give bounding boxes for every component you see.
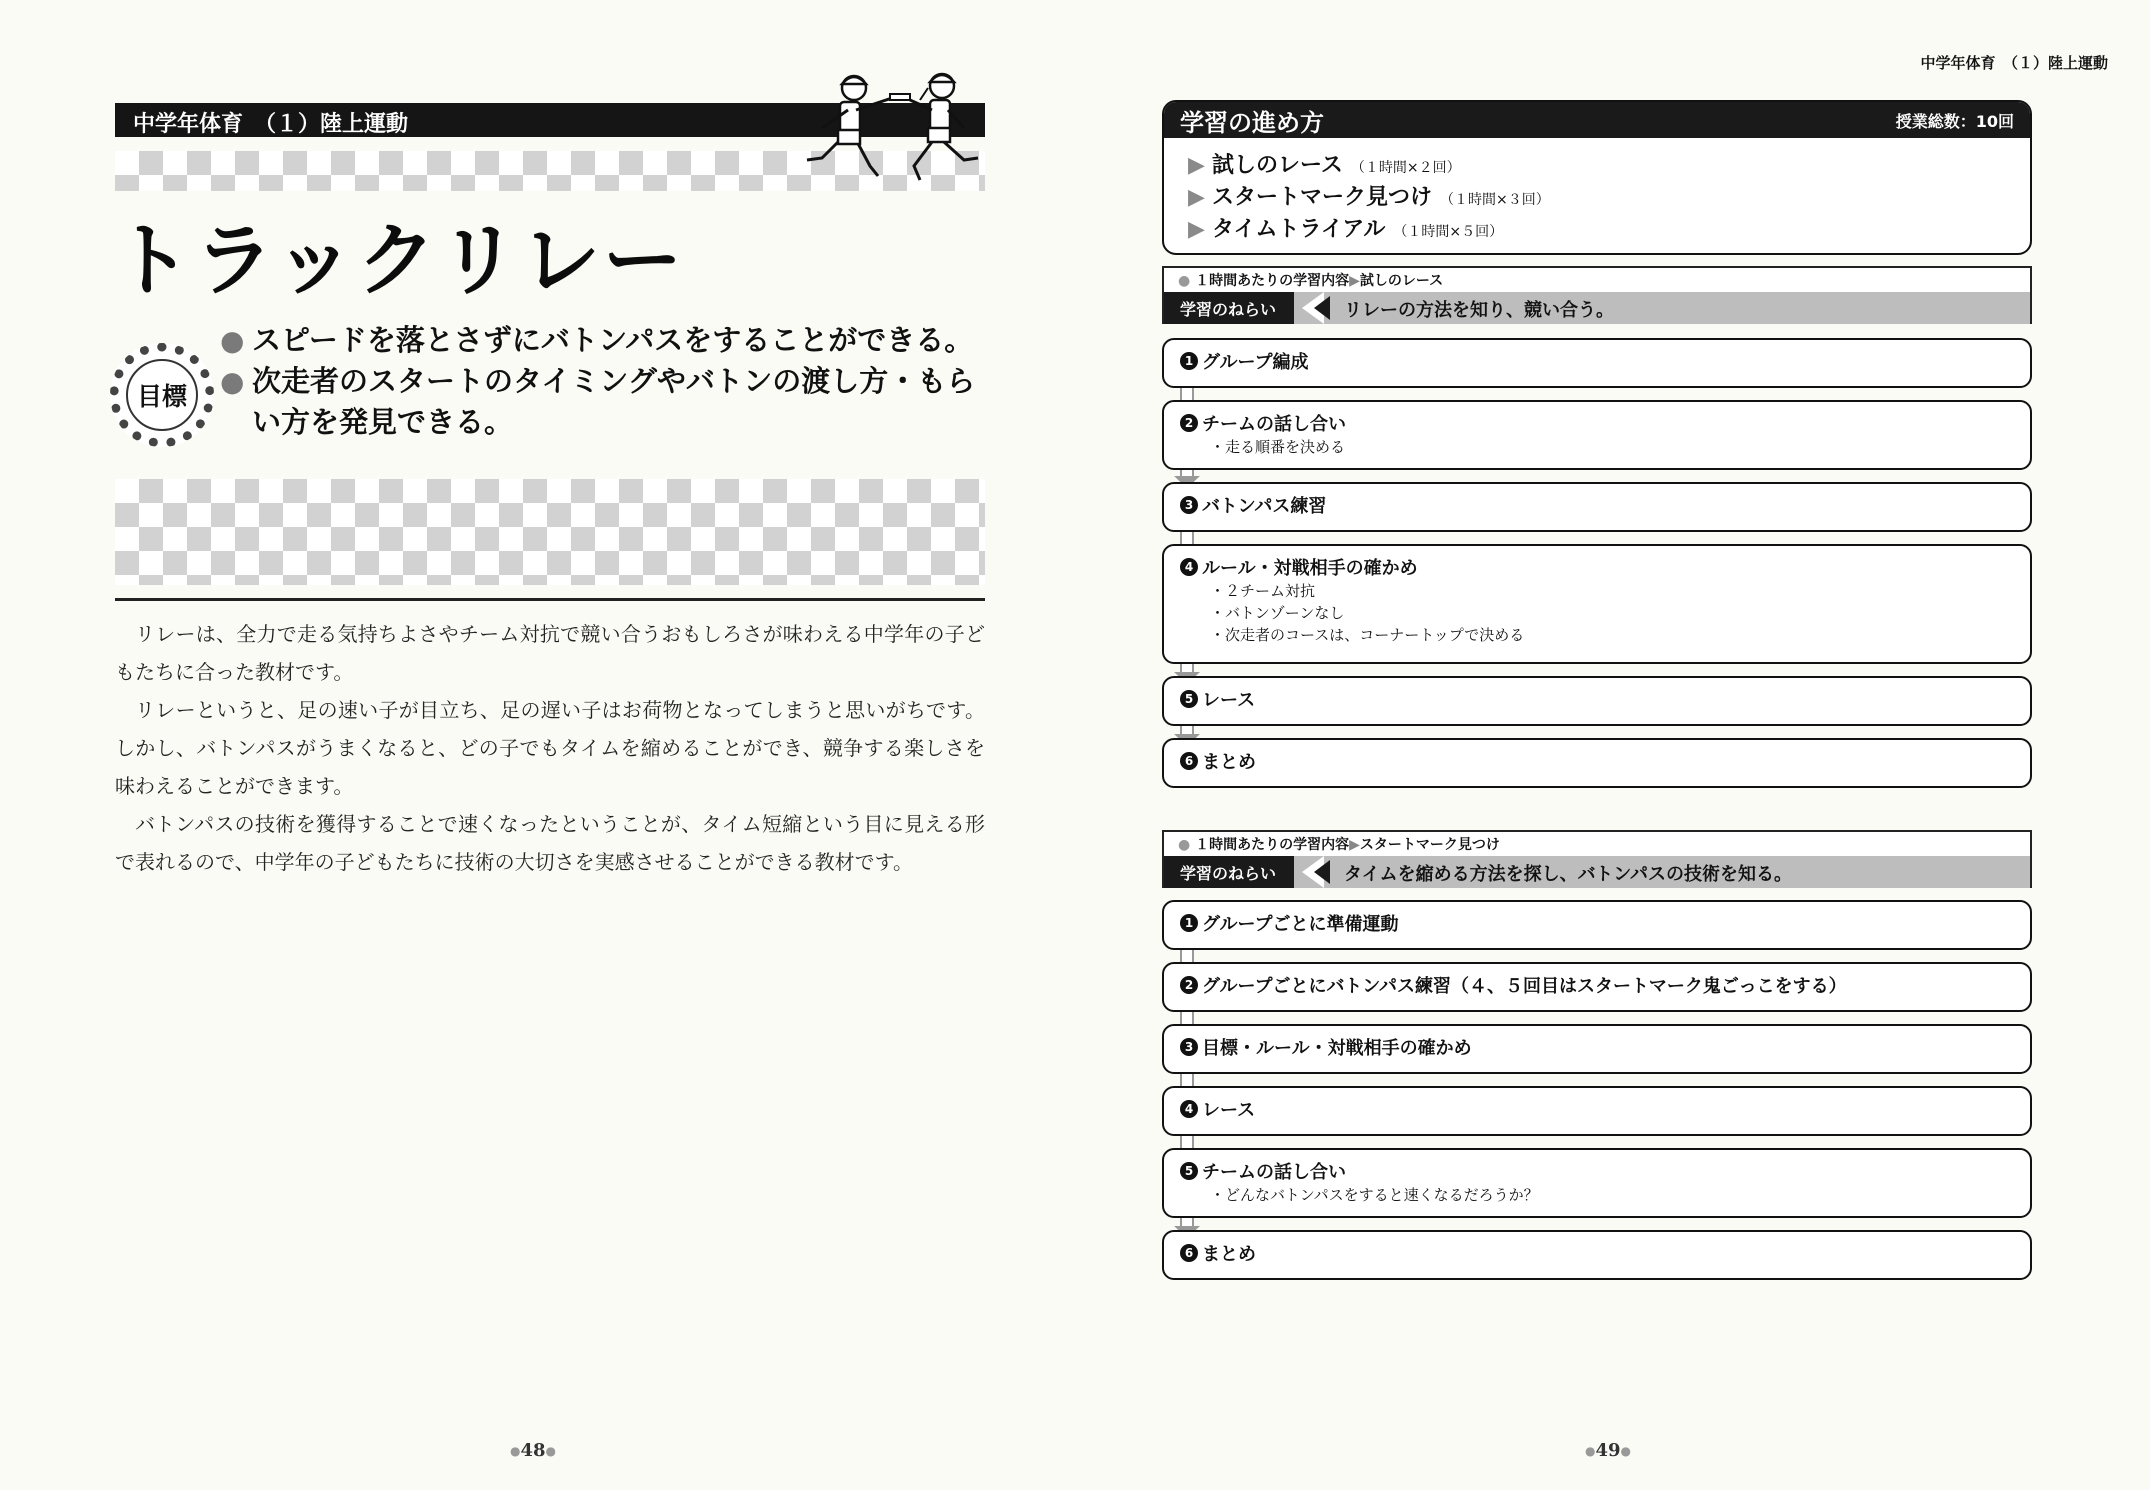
step-detail: ・次走者のコースは、コーナートップで決める: [1210, 626, 1525, 644]
step-3: [1162, 482, 2032, 532]
aim-text: タイムを縮める方法を探し、バトンパスの技術を知る。: [1344, 864, 1793, 885]
running-head: 中学年体育 （１）陸上運動: [1920, 54, 2108, 72]
step-1: [1162, 338, 2032, 388]
step-title-text: チームの話し合い: [1202, 414, 1346, 435]
unit-subtitle: [1164, 268, 2030, 292]
unit-subtitle: [1164, 832, 2030, 856]
step-number: 6: [1180, 752, 1198, 770]
plan-box: [1162, 100, 2032, 255]
unit-sub-name: 試しのレース: [1359, 273, 1444, 289]
step-number: 4: [1180, 558, 1198, 576]
triangle-icon: ▶: [1188, 217, 1205, 242]
dot-icon: ●: [545, 1444, 557, 1458]
step-number: 4: [1180, 1100, 1198, 1118]
step-title-text: レース: [1202, 1100, 1256, 1121]
step-number: 5: [1180, 1162, 1198, 1180]
step-number: 5: [1180, 690, 1198, 708]
step-5: [1162, 1148, 2032, 1218]
page-number-right: [1585, 1440, 1631, 1461]
plan-item-count: （１時間×２回）: [1350, 160, 1461, 176]
step-6: [1162, 1230, 2032, 1280]
checker-band-middle: [115, 479, 985, 585]
body-text: [115, 615, 985, 881]
step-title: [1180, 748, 2030, 774]
step-title: [1180, 348, 2030, 374]
goal-badge-label: 目標: [126, 359, 198, 431]
step-number: 1: [1180, 914, 1198, 932]
step-detail: ・走る順番を決める: [1210, 438, 1346, 456]
step-title: [1180, 1096, 2030, 1122]
aim-bar: [1164, 856, 2030, 888]
goal-text: スピードを落とさずにバトンパスをすることができる。: [252, 323, 974, 357]
chevron-left-icon: [1314, 296, 1330, 320]
step-title-text: グループごとにバトンパス練習（４、５回目はスタートマーク鬼ごっこをする）: [1202, 976, 1847, 997]
unit-head: [1162, 266, 2032, 324]
paragraph: リレーというと、足の速い子が目立ち、足の遅い子はお荷物となってしまうと思いがちです。しかし、バトンパスがうまくなると、どの子でもタイムを縮めることができ、競争する楽しさを味わえることができます。: [115, 698, 985, 798]
step-detail: ・バトンゾーンなし: [1210, 604, 1345, 622]
step-title: [1180, 972, 2030, 998]
unit-header-2: [1162, 830, 2032, 888]
step-title-text: レース: [1202, 690, 1256, 711]
plan-item-label: 試しのレース: [1212, 153, 1343, 178]
step-number: 2: [1180, 976, 1198, 994]
step-title-text: 目標・ルール・対戦相手の確かめ: [1202, 1038, 1472, 1059]
plan-item-label: タイムトライアル: [1212, 217, 1386, 242]
bullet-icon: ●: [220, 365, 245, 398]
page-title: トラックリレー: [112, 214, 685, 307]
dot-icon: ●: [1585, 1444, 1596, 1458]
plan-item-label: スタートマーク見つけ: [1212, 185, 1433, 210]
step-3: [1162, 1024, 2032, 1074]
aim-text: リレーの方法を知り、競い合う。: [1344, 300, 1614, 321]
unit-sub-name: スタートマーク見つけ: [1359, 837, 1500, 853]
step-title-text: グループごとに準備運動: [1202, 914, 1399, 935]
aim-label: 学習のねらい: [1164, 856, 1294, 888]
unit-head: [1162, 830, 2032, 888]
step-title-text: チームの話し合い: [1202, 1162, 1346, 1183]
page-number-text: 48: [520, 1440, 546, 1461]
plan-item: [1188, 212, 2030, 244]
plan-header: [1164, 102, 2030, 138]
step-number: 6: [1180, 1244, 1198, 1262]
step-title-text: まとめ: [1202, 752, 1256, 773]
triangle-icon: ▶: [1349, 273, 1360, 289]
runners-illustration: [782, 58, 992, 198]
plan-item: [1188, 180, 2030, 212]
step-4: [1162, 1086, 2032, 1136]
step-title-text: グループ編成: [1202, 352, 1309, 373]
page-number-text: 49: [1595, 1440, 1621, 1461]
step-2: [1162, 400, 2032, 470]
paragraph: リレーは、全力で走る気持ちよさやチーム対抗で競い合うおもしろさが味わえる中学年の子どもたちに合った教材です。: [115, 622, 985, 684]
step-5: [1162, 676, 2032, 726]
step-number: 3: [1180, 496, 1198, 514]
unit-sub-prefix: １時間あたりの学習内容: [1195, 273, 1350, 289]
aim-bar: [1164, 292, 2030, 324]
step-title: [1180, 554, 2030, 580]
dot-icon: ●: [1620, 1444, 1632, 1458]
triangle-icon: ▶: [1188, 153, 1205, 178]
aim-label: 学習のねらい: [1164, 292, 1294, 324]
dot-icon: ●: [1178, 837, 1191, 853]
step-title: [1180, 492, 2030, 518]
step-title: [1180, 686, 2030, 712]
step-title: [1180, 1158, 2030, 1184]
step-title: [1180, 1240, 2030, 1266]
chevron-left-icon: [1314, 860, 1330, 884]
dot-icon: ●: [1178, 273, 1191, 289]
step-number: 1: [1180, 352, 1198, 370]
goal-list: [220, 320, 1000, 443]
step-number: 3: [1180, 1038, 1198, 1056]
triangle-icon: ▶: [1349, 837, 1360, 853]
plan-items: [1164, 138, 2030, 244]
plan-item: [1188, 148, 2030, 180]
goal-item: [220, 361, 1000, 443]
step-title: [1180, 910, 2030, 936]
plan-item-count: （１時間×５回）: [1393, 224, 1504, 240]
step-2: [1162, 962, 2032, 1012]
section-bar: 中学年体育 （１）陸上運動: [115, 103, 985, 137]
step-detail: ・どんなバトンパスをすると速くなるだろうか？: [1210, 1186, 1539, 1204]
step-number: 2: [1180, 414, 1198, 432]
bullet-icon: ●: [220, 324, 245, 357]
step-1: [1162, 900, 2032, 950]
step-title: [1180, 1034, 2030, 1060]
plan-title: 学習の進め方: [1180, 108, 1324, 137]
page-number-left: [510, 1440, 556, 1461]
step-6: [1162, 738, 2032, 788]
step-title-text: ルール・対戦相手の確かめ: [1202, 558, 1418, 579]
right-page: [1075, 0, 2150, 1490]
goal-badge: [110, 343, 214, 447]
paragraph: バトンパスの技術を獲得することで速くなったということが、タイム短縮という目に見える形で表れるので、中学年の子どもたちに技術の大切さを実感させることができる教材です。: [115, 812, 985, 874]
goal-text: 次走者のスタートのタイミングやバトンの渡し方・もらい方を発見できる。: [252, 364, 976, 439]
step-4: [1162, 544, 2032, 664]
goal-item: [220, 320, 1000, 361]
step-title: [1180, 410, 2030, 436]
step-title-text: バトンパス練習: [1202, 496, 1327, 517]
triangle-icon: ▶: [1188, 185, 1205, 210]
plan-total: 授業総数：10回: [1895, 111, 2014, 131]
divider: [115, 598, 985, 601]
unit-sub-prefix: １時間あたりの学習内容: [1195, 837, 1350, 853]
dot-icon: ●: [510, 1444, 521, 1458]
step-detail: ・２チーム対抗: [1210, 582, 1316, 600]
plan-item-count: （１時間×３回）: [1440, 192, 1550, 208]
unit-header-1: [1162, 266, 2032, 324]
step-title-text: まとめ: [1202, 1244, 1256, 1265]
